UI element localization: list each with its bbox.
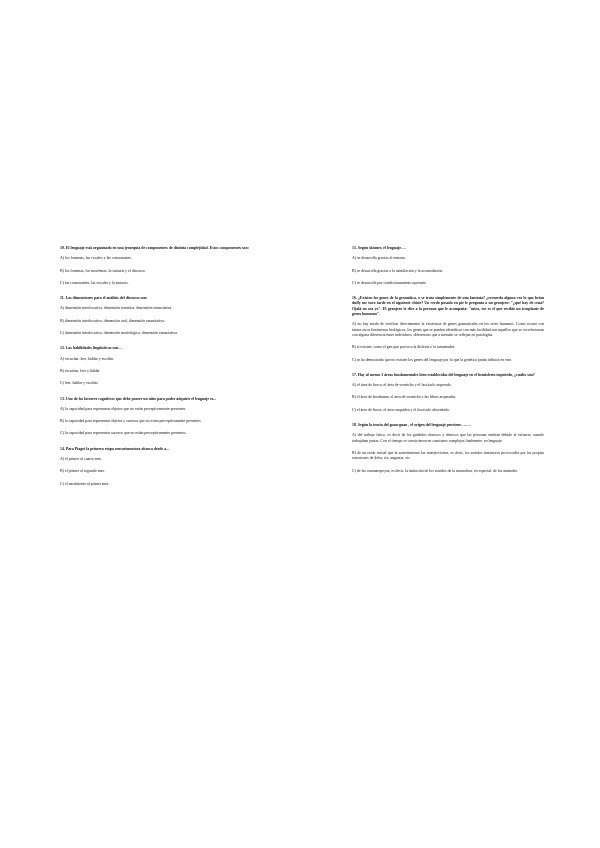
question-18 xyxy=(352,423,544,474)
option-b: B) dimensión interlocutiva, dimensión oral, dimensión enunciativa. xyxy=(60,318,165,323)
question-14 xyxy=(60,447,252,487)
question-17 xyxy=(352,373,544,413)
right-column xyxy=(352,246,544,484)
option-b: B) el primer al segundo mes. xyxy=(60,469,105,474)
question-title: 10. El lenguaje está organizado en una jerarquía de componentes de distinta complejidad. Estos componentes son: xyxy=(60,246,249,250)
option-c: C) el área de broca, el área rasquídea y el fascículo abovedado. xyxy=(352,407,450,412)
option-a: A) escuchar, leer, hablar y escribir. xyxy=(60,356,115,361)
option-a: A) el primer al cuarto mes. xyxy=(60,457,102,462)
option-b: B) sí existen, como el gen que provoca la dislexia o la tartamudez. xyxy=(352,345,456,350)
question-15 xyxy=(352,246,544,286)
option-c: C) la capacidad para representar sucesos que no están perceptivamente presentes. xyxy=(60,431,187,436)
option-a: A) los fonemas, las vocales y las consonantes. xyxy=(60,256,132,261)
question-16 xyxy=(352,296,544,363)
option-b: B) escuchar, leer y hablar. xyxy=(60,368,101,373)
question-title: 17. Hay al menos 3 áreas fundamentales bien establecidas del lenguaje en el hemisferio izquierdo, ¿cuáles son? xyxy=(352,372,535,377)
option-b: B) la capacidad para representar objetos y sucesos que no están perceptivamente presentes. xyxy=(60,419,202,424)
question-title: 15. Según skinner, el lenguaje…. xyxy=(352,246,406,250)
option-a: A) la capacidad para representar objetos que no están perceptivamente presentes. xyxy=(60,406,187,411)
question-title: 12. Las habilidades lingüísticas son… xyxy=(60,346,122,351)
question-13 xyxy=(60,397,252,437)
option-a: A) el área de broca, el área de wernicke y el fascículo arqueado. xyxy=(352,383,452,388)
option-a: A) se desarrolla gracias al entorno. xyxy=(352,256,407,261)
option-c: C) se ha demostrado que no existen los genes del lenguaje por lo que la genética jamás influirá en este. xyxy=(352,357,513,362)
question-10 xyxy=(60,246,252,286)
option-b: B) se desarrolla gracias a la asimilación y la acomodación. xyxy=(352,268,444,273)
option-c: C) las consonantes, las vocales y la sintaxis. xyxy=(60,280,129,285)
option-c: C) el nacimiento al primer mes. xyxy=(60,481,110,486)
option-c: C) dimensión interlocutiva, dimensión morfológica, dimensión enunciativa. xyxy=(60,331,178,336)
question-title: 14. Para Piaget la primera etapa sensoriomotora abarca desde a... xyxy=(60,446,169,451)
question-title: 11. Las dimensiones para el análisis del discurso son: xyxy=(60,296,148,301)
question-title: 13. Uno de los factores cognitivos que debe poseer un niño para poder adquirir el lenguaje es... xyxy=(60,396,217,401)
option-b: B) los fonemas, los morfemas, la sintaxis y el discurso. xyxy=(60,268,146,273)
option-c: C) leer, hablar y escribir. xyxy=(60,381,99,386)
left-column xyxy=(60,246,252,497)
question-12 xyxy=(60,346,252,386)
question-title: 18. Según la teoría del guau-guau , el origen del lenguaje proviene…….. xyxy=(352,423,471,428)
option-a: A) del trabajo físico, es decir de los gruñidos rítmicos y rítmicos que las personas emitían debido al esfuerzo cuando trabajaban juntas. Con el tiempo se convirtieron en canciones complejas finalmente, en lenguaje. xyxy=(352,433,544,443)
option-b: B) de un ruido inicial que la sometimiento las interjecciones, es decir, los sonidos instintivos provocados por las propias emociones de dolor, ira, angustia, etc. xyxy=(352,450,544,461)
question-title: 16. ¿Existen los genes de la gramática, o se trata simplemente de una fantasía? ¿recuerda alguna vez lo que brian duffy me tuvo tarde en el siguiente chiste? Un cerdo posado en pie le pregunta a un granjero: "¿qué hay de cena? Ojalá no sea yo". El granjero le dice a la persona que le acompaña: "mira, ese es el que recibió un trasplante de genes humanos". xyxy=(352,296,544,317)
option-a: A) dimensión interlocutiva, dimensión temática, dimensión enunciativa. xyxy=(60,306,173,311)
option-a: A) no hay modo de verificar directamente la existencia de genes gramaticales en los seres humanos. Como ocurre con tantos otros fenómenos biológicos, los genes que se pueden identificar con más facilidad son aquellos que se correlacionan con alguna diferencia entre individuos, diferencias que a menudo se reflejan en patologías. xyxy=(352,322,544,337)
question-11 xyxy=(60,296,252,336)
option-c: C) se desarrolla por condicionamiento operante. xyxy=(352,280,427,285)
option-b: B) el área de brodmann, el área de wernicke y las fibras arqueadas. xyxy=(352,395,457,400)
option-c: C) de las onomatopeyas; es decir, la imitación de los sonidos de la naturaleza, en especial, de los animales. xyxy=(352,468,519,473)
